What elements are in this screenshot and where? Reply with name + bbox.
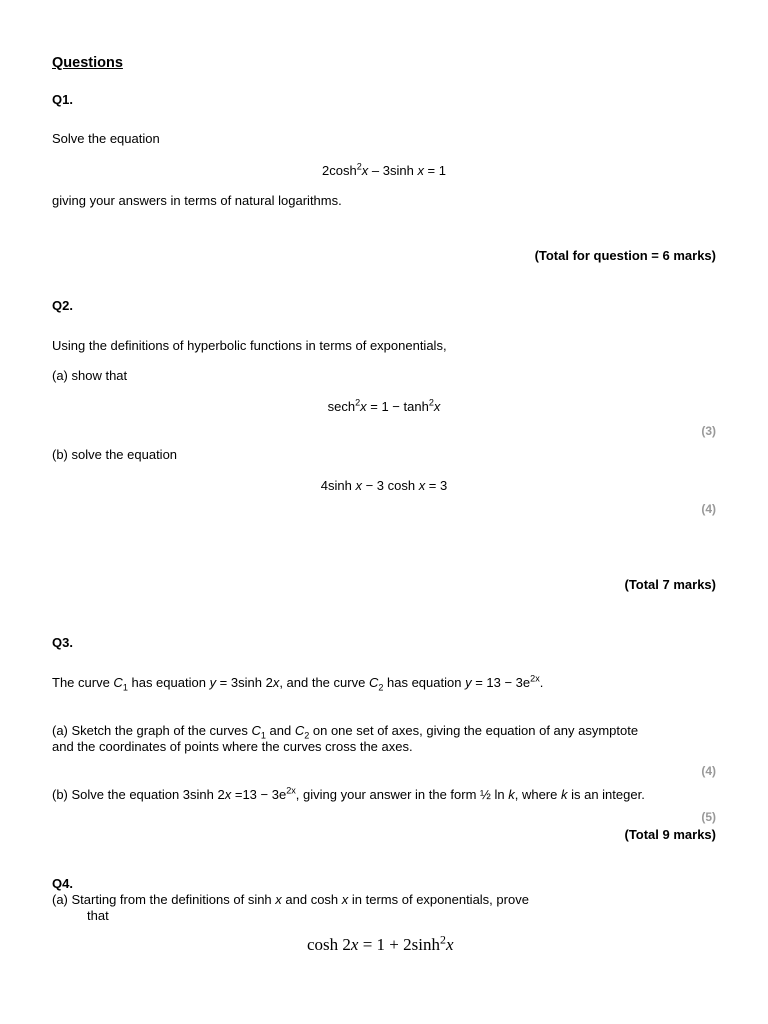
q3-marks-a: (4) [701, 764, 716, 778]
q3-curves-text: The curve $C_1$ has equation y = 3sinh 2x, and the curve $C_2$ has equation $y = 13 - 3e^{2x}$. [52, 673, 544, 693]
q2-equation-a: $\sec h^2x = 1 - \tanh^2x$ [327, 397, 441, 414]
q4-equation: $\cosh 2x = 1 + 2\sinh^2x$ [307, 932, 454, 954]
q3-part-a-line2: and the coordinates of points where the curves cross the axes. [52, 739, 413, 754]
q2-label: Q2. [52, 298, 73, 313]
q2-part-b: (b) solve the equation [52, 447, 178, 462]
q2-equation-b: 4sinh x − 3 cosh x = 3 [320, 478, 448, 493]
q2-marks-b: (4) [701, 502, 716, 516]
q2-total: (Total 7 marks) [624, 577, 716, 592]
q4-part-a-line2: that [87, 908, 109, 923]
q3-label: Q3. [52, 635, 73, 650]
q2-intro: Using the definitions of hyperbolic functions in terms of exponentials, [52, 338, 447, 353]
q3-total: (Total 9 marks) [624, 827, 716, 842]
q3-part-b: (b) Solve the equation 3sinh $2x =13 - 3e^{2x}$, giving your answer in the form ½ ln k, where k is an integer. [52, 785, 645, 802]
q4-part-a: (a) Starting from the definitions of sinh x and cosh x in terms of exponentials, prove [52, 892, 529, 907]
q3-part-a: (a) Sketch the graph of the curves $C_1$ and $C_2$ on one set of axes, giving the equation of any asymptote [52, 723, 639, 741]
q2-part-a: (a) show that [52, 368, 128, 383]
q4-label: Q4. [52, 876, 73, 891]
q1-follow-text: giving your answers in terms of natural logarithms. [52, 193, 342, 208]
page-heading: Questions [52, 55, 123, 71]
q1-equation: $2\cosh^2x - 3\sinh$ x = 1 [322, 161, 446, 178]
q2-marks-a: (3) [701, 424, 716, 438]
q1-intro: Solve the equation [52, 131, 160, 146]
q1-label: Q1. [52, 92, 73, 107]
q3-marks-b: (5) [701, 810, 716, 824]
q1-total: (Total for question = 6 marks) [534, 248, 716, 263]
